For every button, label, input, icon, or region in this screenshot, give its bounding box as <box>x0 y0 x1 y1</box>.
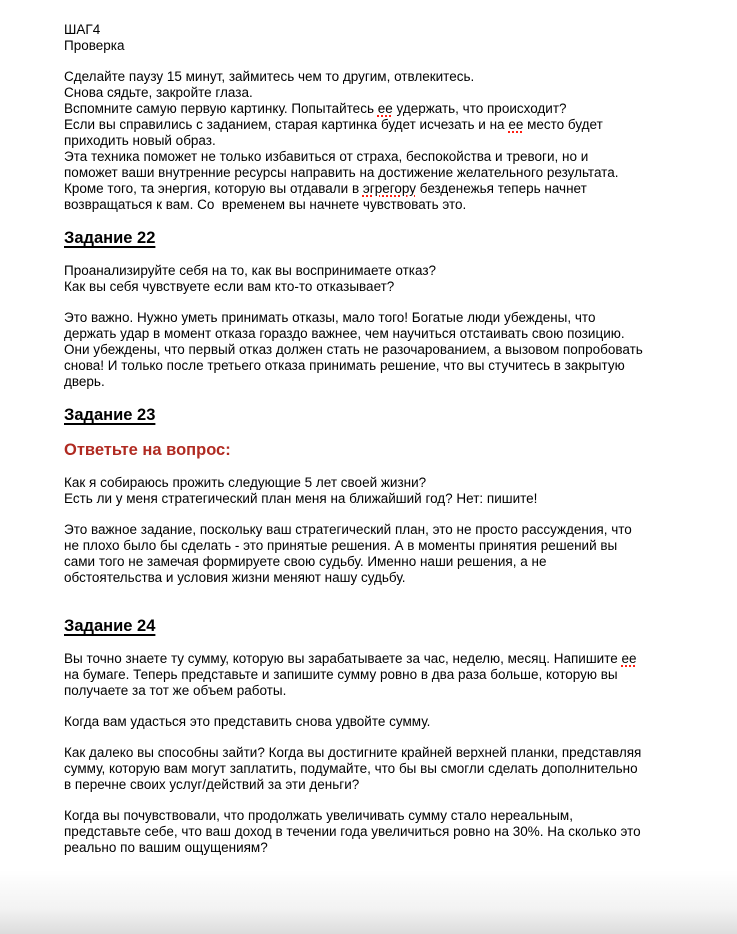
text-segment: Ответьте на вопрос: <box>64 441 231 459</box>
text-line <box>64 651 697 667</box>
text-segment: Вспомните самую первую картинку. Попытайтесь <box>64 101 378 116</box>
text-line <box>64 326 697 342</box>
text-line <box>64 358 697 374</box>
text-segment: Эта техника поможет не только избавиться от страха, беспокойства и тревоги, но и <box>64 149 589 164</box>
text-line <box>64 279 697 295</box>
text-line <box>64 374 697 390</box>
paragraph-task22-explanation <box>64 310 697 390</box>
paragraph-task24-30-percent <box>64 808 697 856</box>
text-segment: Когда вам удасться это представить снова удвойте сумму. <box>64 714 431 729</box>
paragraph-task23-questions <box>64 475 697 507</box>
text-segment: обстоятельства и условия жизни меняют нашу судьбу. <box>64 570 406 585</box>
paragraph-check-instructions <box>64 69 697 213</box>
step-title <box>64 22 697 54</box>
text-line <box>64 475 697 491</box>
text-line <box>64 117 697 133</box>
text-segment: Как вы себя чувствуете если вам кто-то отказывает? <box>64 279 395 294</box>
misspelled-word: ее <box>377 101 393 116</box>
page-bottom-fade <box>0 870 737 934</box>
text-segment: реально по вашим ощущениям? <box>64 840 268 855</box>
text-segment: Если вы справились с заданием, старая картинка будет исчезать и на <box>64 117 509 132</box>
text-line <box>64 165 697 181</box>
text-segment: не плохо было бы сделать - это принятые решения. А в моменты принятия решений вы <box>64 538 618 553</box>
text-line <box>64 22 697 38</box>
text-segment: Задание 23 <box>64 406 156 424</box>
text-segment: поможет ваши внутренние ресурсы направить на достижение желательного результата. <box>64 165 619 180</box>
text-segment: держать удар в момент отказа гораздо важнее, чем научиться отстаивать свою позицию. <box>64 326 625 341</box>
paragraph-task23-explanation <box>64 522 697 586</box>
text-segment: представьте себе, что ваш доход в течении года увеличиться ровно на 30%. На сколько это <box>64 824 641 839</box>
text-segment: Снова сядьте, закройте глаза. <box>64 85 253 100</box>
text-segment: Есть ли у меня стратегический план меня на ближайший год? Нет: пишите! <box>64 491 538 506</box>
text-line <box>64 263 697 279</box>
text-line <box>64 440 697 460</box>
text-segment: Как я собираюсь прожить следующие 5 лет своей жизни? <box>64 475 427 490</box>
text-line <box>64 133 697 149</box>
text-segment: дверь. <box>64 374 105 389</box>
text-segment: получаете за тот же объем работы. <box>64 683 287 698</box>
text-line <box>64 405 697 425</box>
text-segment: возвращаться к вам. Со временем вы начнете чувствовать это. <box>64 197 467 212</box>
text-segment: на бумаге. Теперь представьте и запишите сумму ровно в два раза больше, которую вы <box>64 667 618 682</box>
text-line <box>64 181 697 197</box>
text-line <box>64 197 697 213</box>
text-segment: Проверка <box>64 38 125 53</box>
text-segment: Задание 22 <box>64 229 156 247</box>
text-segment: удержать, что происходит? <box>392 101 567 116</box>
task-heading-23 <box>64 405 697 425</box>
text-segment: снова! И только после третьего отказа принимать решение, что вы стучитесь в закрытую <box>64 358 625 373</box>
text-segment: сумму, которую вам могут заплатить, подумайте, что бы вы смогли сделать дополнительно <box>64 761 638 776</box>
text-segment: Проанализируйте себя на то, как вы воспринимаете отказ? <box>64 263 437 278</box>
question-heading <box>64 440 697 460</box>
text-segment: ШАГ4 <box>64 22 101 37</box>
text-line <box>64 522 697 538</box>
paragraph-task24-double <box>64 714 697 730</box>
text-line <box>64 616 697 636</box>
text-segment: место будет <box>523 117 603 132</box>
text-line <box>64 149 697 165</box>
text-line <box>64 808 697 824</box>
text-line <box>64 761 697 777</box>
text-line <box>64 840 697 856</box>
text-line <box>64 570 697 586</box>
task-heading-24 <box>64 616 697 636</box>
task-heading-22 <box>64 228 697 248</box>
text-segment: приходить новый образ. <box>64 133 216 148</box>
text-line <box>64 228 697 248</box>
text-line <box>64 38 697 54</box>
text-line <box>64 310 697 326</box>
text-segment: Как далеко вы способны зайти? Когда вы достигните крайней верхней планки, представляя <box>64 745 642 760</box>
text-segment: безденежья теперь начнет <box>415 181 587 196</box>
text-segment: Кроме того, та энергия, которую вы отдавали в <box>64 181 363 196</box>
text-line <box>64 824 697 840</box>
paragraph-task24-sum <box>64 651 697 699</box>
text-line <box>64 554 697 570</box>
paragraph-task22-questions <box>64 263 697 295</box>
text-line <box>64 85 697 101</box>
text-line <box>64 745 697 761</box>
text-line <box>64 342 697 358</box>
text-segment: сами того не замечая формируете свою судьбу. Именно наши решения, а не <box>64 554 547 569</box>
misspelled-word: эгрегору <box>362 181 416 196</box>
paragraph-task24-how-far <box>64 745 697 793</box>
text-line <box>64 69 697 85</box>
misspelled-word: ее <box>508 117 524 132</box>
text-segment: в перечне своих услуг/действий за эти деньги? <box>64 777 360 792</box>
text-segment: Задание 24 <box>64 617 156 635</box>
text-segment: Вы точно знаете ту сумму, которую вы зарабатываете за час, неделю, месяц. Напишите <box>64 651 622 666</box>
text-line <box>64 538 697 554</box>
text-line <box>64 777 697 793</box>
text-segment: Сделайте паузу 15 минут, займитесь чем то другим, отвлекитесь. <box>64 69 475 84</box>
text-segment: Они убеждены, что первый отказ должен стать не разочарованием, а вызовом попробовать <box>64 342 643 357</box>
text-line <box>64 683 697 699</box>
text-line <box>64 714 697 730</box>
text-segment: Это важное задание, поскольку ваш стратегический план, это не просто рассуждения, что <box>64 522 632 537</box>
text-segment: Это важно. Нужно уметь принимать отказы, мало того! Богатые люди убеждены, что <box>64 310 596 325</box>
text-line <box>64 491 697 507</box>
text-line <box>64 667 697 683</box>
document-content <box>64 22 697 856</box>
misspelled-word: ее <box>621 651 637 666</box>
text-segment: Когда вы почувствовали, что продолжать увеличивать сумму стало нереальным, <box>64 808 573 823</box>
text-line <box>64 101 697 117</box>
